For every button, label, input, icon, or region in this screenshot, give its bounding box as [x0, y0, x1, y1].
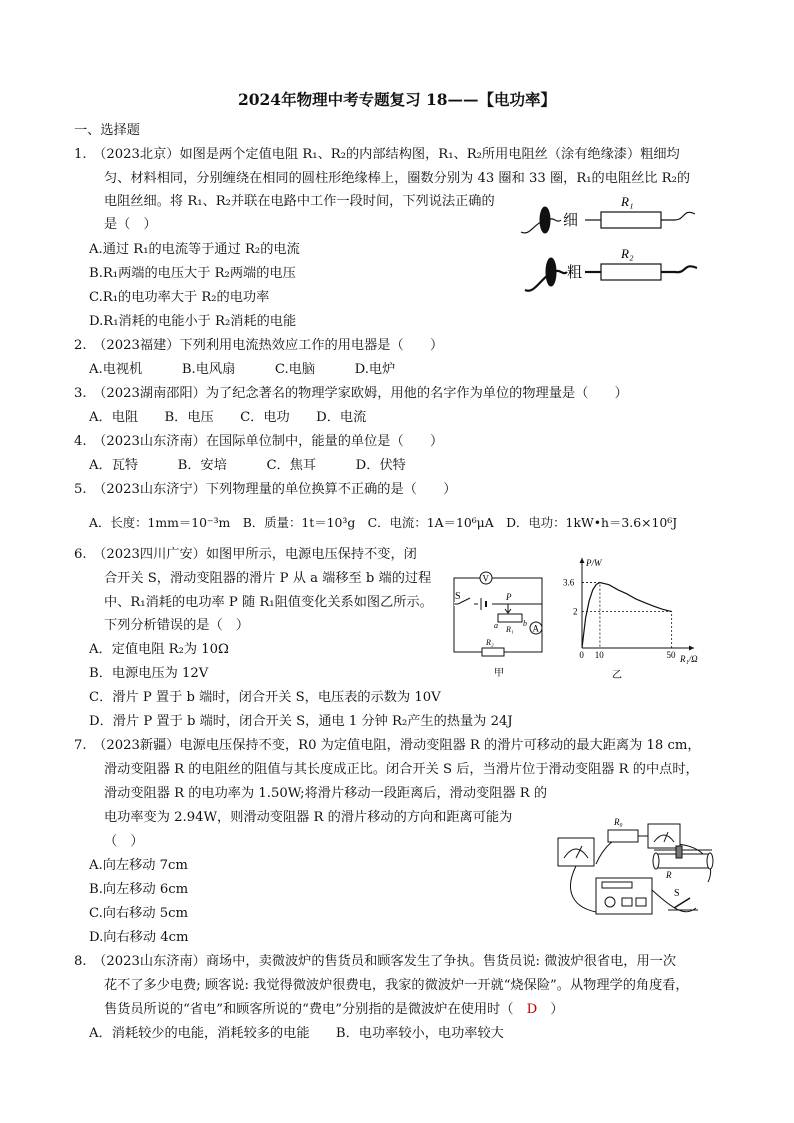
svg-text:V: V [482, 573, 489, 584]
q8-stem-line-3: 售货员所说的“省电”和顾客所说的“费电”分别指的是微波炉在使用时（ D ） [104, 1002, 564, 1017]
r2-label: R₂ [621, 246, 634, 261]
q7-option-b: B.向左移动 6cm [89, 882, 189, 897]
q3-options: A．电阻 B．电压 C．电功 D．电流 [89, 410, 367, 425]
svg-text:A: A [532, 623, 539, 634]
q7-apparatus-figure [556, 817, 721, 922]
q7-stem-line-5: （ ） [104, 834, 144, 849]
x-tick-label: 10 [594, 650, 604, 660]
x-tick-label: 0 [579, 650, 584, 660]
power-supply-icon [596, 878, 652, 914]
q7-option-d: D.向右移动 4cm [89, 930, 189, 945]
q6-option-a: A．定值电阻 R₂为 10Ω [89, 642, 229, 657]
reference-line [582, 612, 672, 648]
reference-line [582, 583, 600, 648]
q5-options: A．长度：1mm＝10⁻³m B．质量：1t＝10³g C．电流：1A＝10⁶μA D．电功：1kW•h＝3.6×10⁶J [89, 515, 678, 530]
svg-text:P: P [506, 592, 512, 602]
q1-option-d: D.R₁消耗的电能小于 R₂消耗的电能 [89, 314, 297, 329]
q7-stem-line-4: 电功率变为 2.94W，则滑动变阻器 R 的滑片移动的方向和距离可能为 [104, 810, 513, 825]
q7-option-a: A.向左移动 7cm [89, 858, 188, 873]
q7-stem-line-3: 滑动变阻器 R 的电功率为 1.50W;将滑片移动一段距离后，滑动变阻器 R 的 [104, 786, 548, 801]
q6-stem-line-2: 合开关 S，滑动变阻器的滑片 P 从 a 端移至 b 端的过程 [104, 571, 432, 586]
q6-option-b: B．电源电压为 12V [89, 666, 209, 681]
q8-answer: D [526, 1002, 538, 1017]
voltmeter-icon [480, 572, 492, 584]
y-axis-arrow [580, 558, 585, 563]
q8-stem-line-2: 花不了多少电费; 顾客说: 我觉得微波炉很费电，我家的微波炉一开就“烧保险”。从物理学的角度看， [104, 978, 689, 993]
x-axis-arrow [689, 646, 694, 651]
y-tick-label: 2 [573, 606, 578, 617]
q4-stem: 4. （2023山东济南）在国际单位制中，能量的单位是（ ） [74, 434, 444, 449]
svg-text:R: R [666, 870, 672, 880]
r1-label: R₁ [621, 194, 634, 209]
y-axis-label: P/W [586, 558, 602, 568]
y-tick-label: 3.6 [563, 577, 575, 588]
section-heading: 一、选择题 [74, 123, 140, 138]
ammeter-icon [530, 622, 542, 634]
q7-stem-line-1: 7. （2023新疆）电源电压保持不变，R0 为定值电阻，滑动变阻器 R 的滑片可移动的最大距离为 18 cm， [74, 738, 701, 753]
q8-stem-line-1: 8. （2023山东济南）商场中，卖微波炉的售货员和顾客发生了争执。售货员说: 微波炉很省电，用一次 [74, 954, 677, 969]
svg-text:S: S [674, 888, 680, 899]
q7-option-c: C.向右移动 5cm [89, 906, 189, 921]
thick-label: 粗 [567, 265, 583, 281]
q4-options: A．瓦特 B．安培 C．焦耳 D．伏特 [89, 458, 406, 473]
q2-options: A.电视机 B.电风扇 C.电脑 D.电炉 [89, 362, 396, 377]
circuit-caption: 甲 [494, 668, 504, 679]
chart-caption: 乙 [612, 670, 622, 681]
thin-label: 细 [563, 213, 579, 229]
q8-options: A．消耗较少的电能，消耗较多的电能 B．电功率较小，电功率较大 [89, 1026, 504, 1041]
q1-stem-line-2: 匀、材料相同，分别缠绕在相同的圆柱形绝缘棒上，圈数分别为 43 圈和 33 圈，R₁的电阻丝比 R₂的 [104, 171, 691, 186]
q6-option-d: D．滑片 P 置于 b 端时，闭合开关 S，通电 1 分钟 R₂产生的热量为 24J [89, 714, 513, 729]
q6-stem-line-3: 中、R₁消耗的电功率 P 随 R₁阻值变化关系如图乙所示。 [104, 595, 433, 610]
q6-stem-line-4: 下列分析错误的是（ ） [104, 618, 250, 633]
ammeter-right-icon [648, 824, 680, 848]
svg-text:a: a [494, 621, 498, 630]
svg-text:R₂: R₂ [486, 638, 494, 647]
resistor-r1-thin [521, 207, 695, 233]
q1-option-c: C.R₁的电功率大于 R₂的电功率 [89, 290, 270, 305]
q6-stem-line-1: 6. （2023四川广安）如图甲所示，电源电压保持不变，闭 [74, 547, 417, 562]
x-tick-label: 50 [666, 650, 676, 660]
q2-stem: 2. （2023福建）下列利用电流热效应工作的用电器是（ ） [74, 338, 444, 353]
resistor-r2-thick [525, 258, 697, 291]
page-title: 2024年物理中考专题复习 18——【电功率】 [237, 90, 557, 109]
svg-text:S: S [455, 591, 461, 602]
q1-stem-line-4: 是（ ） [104, 217, 157, 232]
q1-resistor-figure [515, 192, 715, 302]
rheostat-r1 [494, 592, 527, 634]
svg-text:R₁: R₁ [506, 625, 514, 634]
voltmeter-left-icon [558, 838, 594, 866]
x-axis-label: R₁/Ω [680, 654, 698, 664]
q5-stem: 5. （2023山东济宁）下列物理量的单位换算不正确的是（ ） [74, 482, 457, 497]
q3-stem: 3. （2023湖南邵阳）为了纪念著名的物理学家欧姆，用他的名字作为单位的物理量是（ ） [74, 386, 628, 401]
power-curve [582, 583, 672, 649]
q6-power-chart [563, 556, 706, 682]
resistor-r2 [482, 638, 504, 656]
slide-rheostat [653, 846, 713, 880]
svg-text:R₀: R₀ [614, 817, 623, 827]
q1-stem-line-3: 电阻丝细。将 R₁、R₂并联在电路中工作一段时间，下列说法正确的 [104, 194, 495, 209]
q1-stem-line-1: 1. （2023北京）如图是两个定值电阻 R₁、R₂的内部结构图，R₁、R₂所用电阻丝（涂有绝缘漆）粗细均 [74, 147, 680, 162]
resistor-r0 [608, 817, 638, 842]
q1-option-b: B.R₁两端的电压大于 R₂两端的电压 [89, 266, 296, 281]
q6-option-c: C．滑片 P 置于 b 端时，闭合开关 S，电压表的示数为 10V [89, 690, 441, 705]
q6-circuit-diagram [448, 566, 558, 684]
q1-option-a: A.通过 R₁的电流等于通过 R₂的电流 [89, 242, 300, 257]
switch-and-battery [454, 591, 492, 610]
q7-stem-line-2: 滑动变阻器 R 的电阻丝的阻值与其长度成正比。闭合开关 S 后，当滑片位于滑动变阻器 R 的中点时， [104, 762, 699, 777]
svg-text:b: b [523, 619, 527, 628]
